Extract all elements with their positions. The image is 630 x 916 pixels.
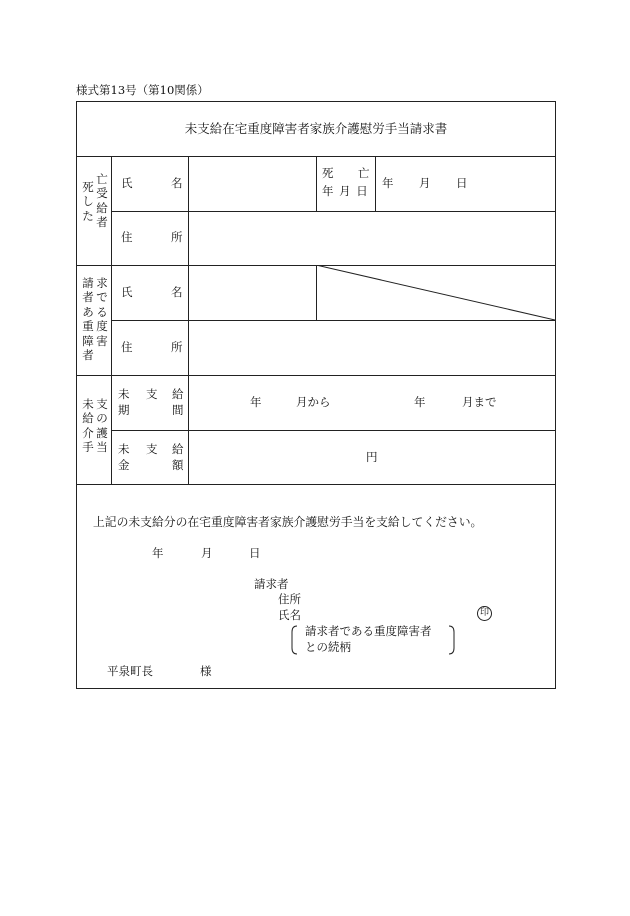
rule-claimant-bottom (76, 375, 555, 376)
period-from-year: 年 (250, 395, 262, 409)
deceased-name-label-b: 名 (171, 176, 183, 190)
amount-label-2b: 額 (172, 458, 184, 472)
amount-label-1b: 支 (146, 442, 158, 456)
rule-label-col (188, 156, 189, 484)
amount-label-1c: 給 (172, 442, 184, 456)
rule-table-bottom (76, 484, 555, 485)
period-label-1b: 支 (146, 387, 158, 401)
amount-label-2a: 金 (118, 458, 130, 472)
death-label-line1-b: 亡 (358, 166, 370, 180)
rule-death-label-right (375, 156, 376, 211)
period-to-month: 月まで (462, 395, 497, 409)
seal-mark-icon (477, 606, 492, 621)
amount-field[interactable] (192, 434, 362, 480)
rule-death-label-left (316, 156, 317, 211)
deceased-name-field[interactable] (192, 160, 312, 208)
unpaid-group-label-col1: 未給介手 (82, 397, 94, 455)
declaration-date-day: 日 (249, 546, 261, 560)
blank-cell-diagonal (316, 265, 555, 321)
period-label-1a: 未 (118, 387, 130, 401)
signer-name-label: 氏名 (278, 608, 301, 622)
claimant-group-label-col2: 求でる度害 (96, 276, 108, 348)
claimant-address-label-b: 所 (171, 340, 183, 354)
death-date-year: 年 (382, 176, 394, 190)
claimant-address-field[interactable] (192, 323, 550, 371)
claimant-name-field[interactable] (192, 269, 312, 317)
period-to-year: 年 (414, 395, 426, 409)
claimant-address-label-a: 住 (121, 340, 133, 354)
declaration-text: 上記の未支給分の在宅重度障害者家族介護慰労手当を支給してください。 (93, 515, 483, 529)
death-date-month: 月 (419, 176, 431, 190)
relation-line2: との続柄 (305, 640, 351, 654)
claimant-heading: 請求者 (254, 577, 289, 591)
deceased-address-field[interactable] (192, 214, 550, 262)
deceased-address-label-a: 住 (121, 230, 133, 244)
claimant-group-label-col1: 請者あ重障者 (82, 276, 94, 362)
rule-deceased-mid (111, 211, 555, 212)
form-number: 様式第13号（第10関係） (76, 83, 209, 97)
unpaid-group-label-col2: 支の護当 (96, 397, 108, 455)
amount-unit: 円 (366, 450, 378, 464)
form-title: 未支給在宅重度障害者家族介護慰労手当請求書 (184, 121, 448, 136)
period-from-month: 月から (296, 395, 331, 409)
period-label-2a: 期 (118, 403, 130, 417)
claimant-name-label-a: 氏 (121, 285, 133, 299)
amount-label-1a: 未 (118, 442, 130, 456)
seal-mark-text: 印 (479, 608, 489, 618)
relation-line1: 請求者である重度障害者 (305, 624, 432, 638)
deceased-address-label-b: 所 (171, 230, 183, 244)
death-label-line2: 年 月 日 (322, 184, 369, 198)
signer-address-label: 住所 (278, 592, 301, 606)
death-label-line1-a: 死 (322, 166, 334, 180)
deceased-group-label-col1: 死した (82, 180, 94, 223)
declaration-date-year: 年 (152, 546, 164, 560)
period-label-2b: 間 (172, 403, 184, 417)
claimant-name-label-b: 名 (171, 285, 183, 299)
period-label-1c: 給 (172, 387, 184, 401)
deceased-group-label-col2: 亡受給者 (96, 172, 108, 230)
addressee: 平泉町長 (107, 664, 153, 678)
honorific: 様 (200, 664, 212, 678)
rule-unpaid-mid (111, 430, 555, 431)
deceased-name-label-a: 氏 (121, 176, 133, 190)
death-date-day: 日 (456, 176, 468, 190)
rule-group-col (111, 156, 112, 484)
declaration-date-month: 月 (201, 546, 213, 560)
